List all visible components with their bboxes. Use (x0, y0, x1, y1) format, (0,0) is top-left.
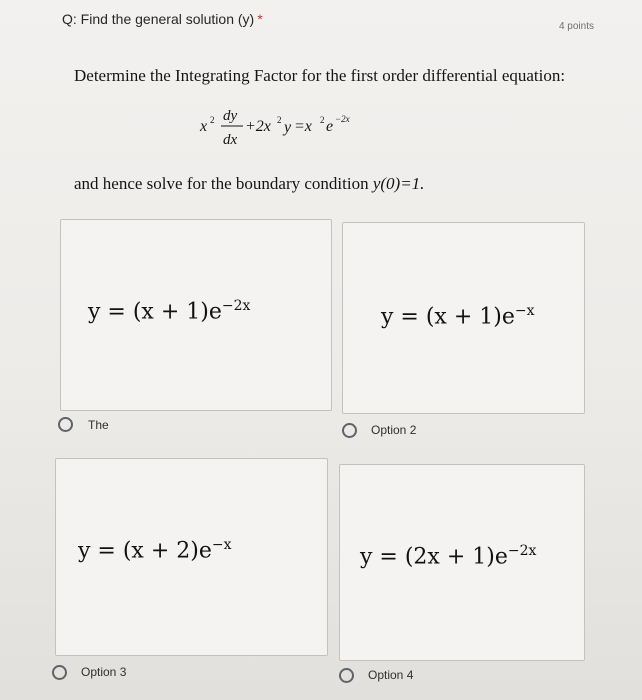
option-4-image[interactable] (339, 464, 585, 661)
option-3-exp: −x (211, 537, 232, 553)
question-title-text: Q: Find the general solution (y) (62, 11, 255, 27)
question-stem-line1: Determine the Integrating Factor for the first order differential equation: (74, 66, 566, 85)
option-4-formula (360, 543, 536, 569)
option-2-label[interactable]: Option 2 (371, 423, 417, 437)
option-2-image[interactable] (342, 222, 585, 414)
option-2-base: y = (x + 1)e (381, 304, 515, 330)
eq-e: e (326, 118, 334, 135)
eq-sup2-c: 2 (320, 115, 325, 125)
question-title (62, 11, 263, 27)
option-2-radio[interactable] (342, 423, 357, 438)
eq-sup-exp: −2x (335, 114, 350, 124)
eq-dy: dy (223, 108, 238, 124)
option-1-base: y = (x + 1)e (88, 299, 222, 325)
eq-dx: dx (223, 132, 238, 148)
option-1-image[interactable] (60, 219, 332, 411)
eq-sup2-b: 2 (277, 115, 282, 125)
option-1-label[interactable]: The (88, 418, 109, 432)
option-4-radio[interactable] (339, 668, 354, 683)
eq-y: y (284, 119, 292, 136)
option-3-label[interactable]: Option 3 (81, 665, 127, 679)
option-3-base: y = (x + 2)e (78, 538, 212, 564)
option-2-exp: −x (514, 303, 535, 319)
boundary-condition: y(0)=1. (372, 174, 425, 193)
differential-equation (198, 104, 388, 154)
option-4-base: y = (2x + 1)e (360, 544, 508, 570)
option-3-image[interactable] (55, 458, 328, 656)
stem-line2-text: and hence solve for the boundary condition (74, 174, 369, 193)
option-3-formula (78, 537, 232, 563)
option-3-radio[interactable] (52, 665, 67, 680)
option-1-formula (88, 298, 250, 324)
option-1-exp: −2x (221, 298, 251, 314)
points-label: 4 points (558, 21, 594, 32)
option-4-exp: −2x (507, 543, 537, 559)
option-1-radio[interactable] (58, 417, 73, 432)
option-4-label[interactable]: Option 4 (368, 668, 414, 682)
required-mark: * (257, 11, 263, 27)
question-stem-line2 (74, 174, 424, 194)
eq-mid: +2x (245, 118, 271, 135)
eq-eq: =x (294, 118, 312, 135)
eq-x: x (200, 118, 208, 135)
option-2-formula (381, 303, 535, 329)
eq-sup2-a: 2 (210, 115, 215, 125)
